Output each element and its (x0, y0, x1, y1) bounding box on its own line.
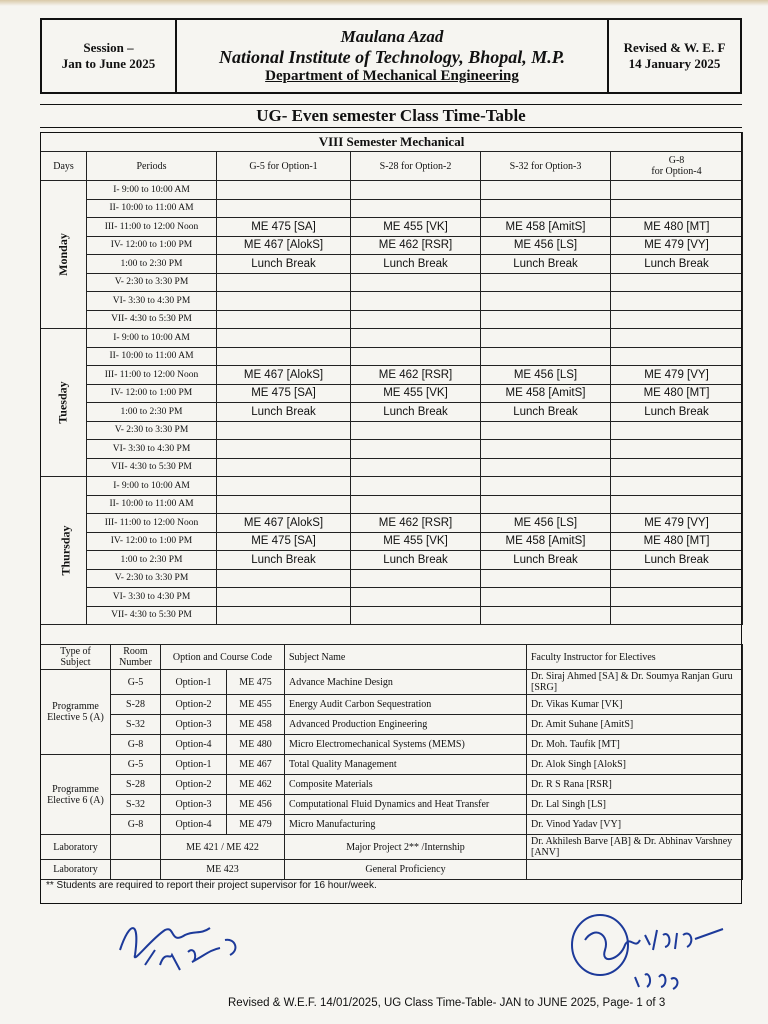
course-cell: ME 455 [VK] (351, 384, 481, 403)
period-cell: IV- 12:00 to 1:00 PM (87, 236, 217, 255)
course-cell: ME 458 [AmitS] (481, 384, 611, 403)
period-cell: IV- 12:00 to 1:00 PM (87, 384, 217, 403)
elective-subject: Advanced Production Engineering (285, 715, 527, 735)
elective-subject: Micro Manufacturing (285, 815, 527, 835)
elective-code: ME 467 (227, 755, 285, 775)
elective-option: Option-2 (161, 695, 227, 715)
semester-title: VIII Semester Mechanical (41, 133, 743, 152)
period-cell: III- 11:00 to 12:00 Noon (87, 514, 217, 533)
elective-faculty: Dr. Vikas Kumar [VK] (527, 695, 743, 715)
elective-code: ME 479 (227, 815, 285, 835)
period-cell: VII- 4:30 to 5:30 PM (87, 310, 217, 329)
elective-room: S-32 (111, 795, 161, 815)
period-cell: 1:00 to 2:30 PM (87, 255, 217, 274)
outer-frame (40, 132, 742, 904)
timetable-title: UG- Even semester Class Time-Table (40, 104, 742, 128)
lab-subject: Major Project 2** /Internship (285, 835, 527, 860)
lab-subject: General Proficiency (285, 860, 527, 880)
course-cell: ME 475 [SA] (217, 218, 351, 237)
elective-option: Option-4 (161, 735, 227, 755)
course-cell: Lunch Break (481, 255, 611, 274)
elective-code: ME 480 (227, 735, 285, 755)
institute-line1: Maulana Azad (340, 27, 444, 46)
elective-option: Option-2 (161, 775, 227, 795)
elective-type: Programme Elective 5 (A) (41, 670, 111, 755)
session-value: Jan to June 2025 (61, 56, 156, 71)
elective-subject: Total Quality Management (285, 755, 527, 775)
el-col-subject: Subject Name (285, 645, 527, 670)
page-top-edge (0, 0, 768, 6)
elective-room: S-28 (111, 775, 161, 795)
course-cell: Lunch Break (611, 255, 743, 274)
course-cell: Lunch Break (481, 403, 611, 422)
course-cell: Lunch Break (217, 551, 351, 570)
course-cell: ME 467 [AlokS] (217, 236, 351, 255)
period-cell: VII- 4:30 to 5:30 PM (87, 458, 217, 477)
elective-room: G-5 (111, 755, 161, 775)
course-cell: ME 456 [LS] (481, 366, 611, 385)
course-cell: ME 479 [VY] (611, 514, 743, 533)
course-cell: ME 462 [RSR] (351, 236, 481, 255)
el-col-option: Option and Course Code (161, 645, 285, 670)
col-s28: S-28 for Option-2 (351, 152, 481, 181)
elective-option: Option-3 (161, 715, 227, 735)
period-cell: VI- 3:30 to 4:30 PM (87, 292, 217, 311)
col-days: Days (41, 152, 87, 181)
page-footer (228, 997, 665, 1009)
course-cell: ME 458 [AmitS] (481, 532, 611, 551)
course-cell: ME 467 [AlokS] (217, 514, 351, 533)
elective-subject: Micro Electromechanical Systems (MEMS) (285, 735, 527, 755)
col-g8-line1: G-8 (668, 155, 685, 166)
elective-subject: Advance Machine Design (285, 670, 527, 695)
elective-code: ME 462 (227, 775, 285, 795)
course-cell: Lunch Break (351, 403, 481, 422)
period-cell: 1:00 to 2:30 PM (87, 403, 217, 422)
course-cell: Lunch Break (611, 403, 743, 422)
elective-faculty: Dr. Lal Singh [LS] (527, 795, 743, 815)
elective-faculty: Dr. Moh. Taufik [MT] (527, 735, 743, 755)
elective-code: ME 475 (227, 670, 285, 695)
course-cell: ME 480 [MT] (611, 532, 743, 551)
elective-subject: Computational Fluid Dynamics and Heat Transfer (285, 795, 527, 815)
elective-type: Programme Elective 6 (A) (41, 755, 111, 835)
elective-faculty: Dr. Siraj Ahmed [SA] & Dr. Soumya Ranjan Guru [SRG] (527, 670, 743, 695)
period-cell: VI- 3:30 to 4:30 PM (87, 588, 217, 607)
course-cell: ME 456 [LS] (481, 236, 611, 255)
course-cell: ME 462 [RSR] (351, 514, 481, 533)
course-cell: ME 462 [RSR] (351, 366, 481, 385)
period-cell: I- 9:00 to 10:00 AM (87, 181, 217, 200)
lab-code: ME 421 / ME 422 (161, 835, 285, 860)
course-cell: Lunch Break (481, 551, 611, 570)
elective-faculty: Dr. Amit Suhane [AmitS] (527, 715, 743, 735)
elective-room: S-32 (111, 715, 161, 735)
elective-subject: Composite Materials (285, 775, 527, 795)
course-cell: Lunch Break (351, 551, 481, 570)
footer-text: Revised & W.E.F. 14/01/2025, UG Class Time-Table- JAN to JUNE 2025, Page- 1 of (228, 997, 656, 1009)
course-cell: Lunch Break (351, 255, 481, 274)
course-cell: Lunch Break (217, 255, 351, 274)
period-cell: IV- 12:00 to 1:00 PM (87, 532, 217, 551)
elective-code: ME 458 (227, 715, 285, 735)
course-cell: ME 479 [VY] (611, 366, 743, 385)
elective-faculty: Dr. Alok Singh [AlokS] (527, 755, 743, 775)
course-cell: ME 458 [AmitS] (481, 218, 611, 237)
period-cell: VI- 3:30 to 4:30 PM (87, 440, 217, 459)
course-cell: Lunch Break (611, 551, 743, 570)
elective-code: ME 455 (227, 695, 285, 715)
institute-line2: National Institute of Technology, Bhopal, M.P. (219, 47, 565, 67)
footer-page-total: 3 (658, 997, 666, 1009)
elective-room: G-5 (111, 670, 161, 695)
elective-option: Option-1 (161, 670, 227, 695)
elective-faculty: Dr. Vinod Yadav [VY] (527, 815, 743, 835)
period-cell: II- 10:00 to 11:00 AM (87, 347, 217, 366)
elective-room: S-28 (111, 695, 161, 715)
department-name: Department of Mechanical Engineering (265, 68, 519, 84)
period-cell: V- 2:30 to 3:30 PM (87, 273, 217, 292)
course-cell: ME 475 [SA] (217, 532, 351, 551)
period-cell: I- 9:00 to 10:00 AM (87, 329, 217, 348)
elective-code: ME 456 (227, 795, 285, 815)
elective-room: G-8 (111, 815, 161, 835)
day-name: Thursday (58, 525, 73, 576)
signature-right (565, 905, 735, 995)
el-col-type: Type of Subject (41, 645, 111, 670)
el-col-room: Room Number (111, 645, 161, 670)
period-cell: V- 2:30 to 3:30 PM (87, 569, 217, 588)
course-cell: ME 475 [SA] (217, 384, 351, 403)
course-cell: Lunch Break (217, 403, 351, 422)
elective-faculty: Dr. R S Rana [RSR] (527, 775, 743, 795)
institute-box (177, 20, 609, 92)
col-g5: G-5 for Option-1 (217, 152, 351, 181)
col-periods: Periods (87, 152, 217, 181)
lab-faculty: Dr. Akhilesh Barve [AB] & Dr. Abhinav Varshney [ANV] (527, 835, 743, 860)
elective-subject: Energy Audit Carbon Sequestration (285, 695, 527, 715)
project-note: ** Students are required to report their project supervisor for 16 hour/week. (46, 880, 377, 891)
course-cell: ME 467 [AlokS] (217, 366, 351, 385)
course-cell: ME 480 [MT] (611, 218, 743, 237)
period-cell: III- 11:00 to 12:00 Noon (87, 218, 217, 237)
course-cell: ME 456 [LS] (481, 514, 611, 533)
day-name: Monday (56, 233, 70, 276)
col-s32: S-32 for Option-3 (481, 152, 611, 181)
document-header (40, 18, 742, 94)
period-cell: II- 10:00 to 11:00 AM (87, 199, 217, 218)
revision-box (609, 20, 740, 92)
course-cell: ME 479 [VY] (611, 236, 743, 255)
period-cell: 1:00 to 2:30 PM (87, 551, 217, 570)
signature-left (110, 910, 260, 980)
revised-date: 14 January 2025 (628, 56, 721, 71)
lab-code: ME 423 (161, 860, 285, 880)
period-cell: III- 11:00 to 12:00 Noon (87, 366, 217, 385)
day-name: Tuesday (56, 381, 70, 424)
period-cell: V- 2:30 to 3:30 PM (87, 421, 217, 440)
elective-room: G-8 (111, 735, 161, 755)
elective-option: Option-4 (161, 815, 227, 835)
revised-label: Revised & W. E. F (623, 40, 726, 55)
session-box (42, 20, 177, 92)
period-cell: VII- 4:30 to 5:30 PM (87, 606, 217, 625)
course-cell: ME 455 [VK] (351, 218, 481, 237)
lab-type: Laboratory (41, 835, 111, 860)
lab-type: Laboratory (41, 860, 111, 880)
course-cell: ME 455 [VK] (351, 532, 481, 551)
period-cell: II- 10:00 to 11:00 AM (87, 495, 217, 514)
course-cell: ME 480 [MT] (611, 384, 743, 403)
session-label: Session – (83, 40, 134, 55)
col-g8-line2: for Option-4 (651, 166, 702, 177)
el-col-faculty: Faculty Instructor for Electives (527, 645, 743, 670)
elective-option: Option-3 (161, 795, 227, 815)
elective-option: Option-1 (161, 755, 227, 775)
period-cell: I- 9:00 to 10:00 AM (87, 477, 217, 496)
